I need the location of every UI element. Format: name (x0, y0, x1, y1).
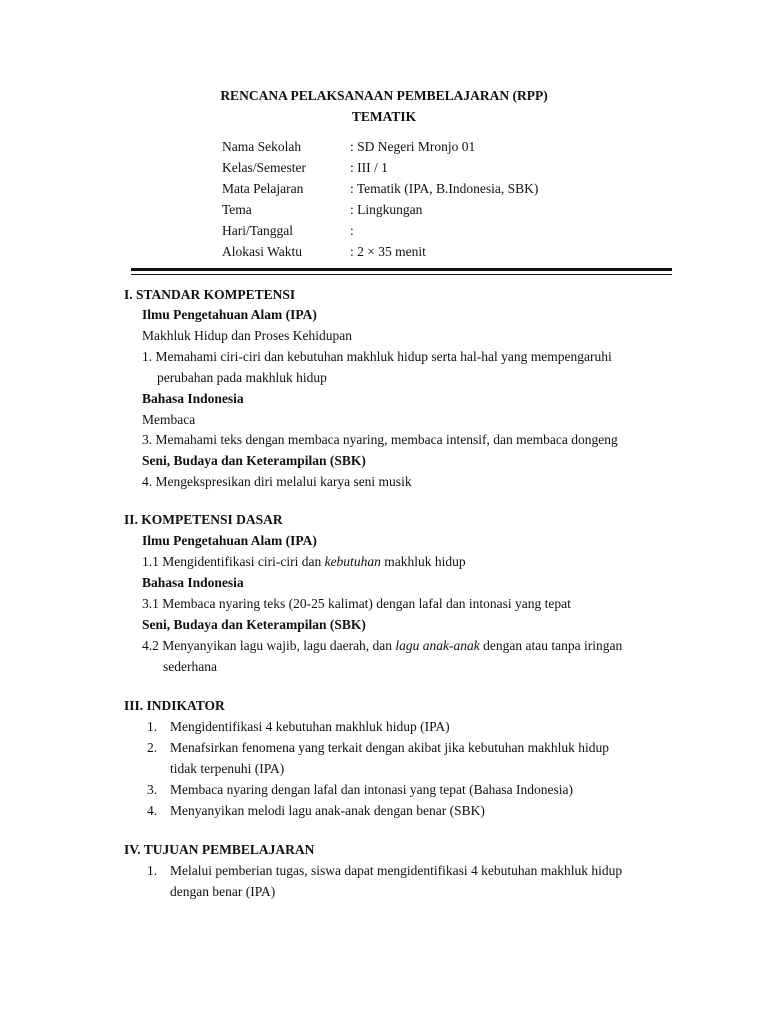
tujuan-item-continued: dengan benar (IPA) (170, 884, 276, 899)
identity-row (222, 181, 538, 197)
identity-value: : III / 1 (350, 160, 388, 175)
identity-label: Mata Pelajaran (222, 181, 304, 196)
kd-item-text: dengan atau tanpa iringan (479, 638, 623, 653)
section-heading-tujuan: IV. TUJUAN PEMBELAJARAN (124, 842, 315, 857)
identity-label: Tema (222, 202, 252, 217)
divider-thick (131, 268, 672, 271)
kd-item-text: 4.2 Menyanyikan lagu wajib, lagu daerah, dan (142, 638, 396, 653)
indikator-item-continued: tidak terpenuhi (IPA) (170, 761, 285, 776)
identity-row (222, 160, 388, 176)
identity-row (222, 244, 426, 260)
sk-item: 4. Mengekspresikan diri melalui karya seni musik (142, 474, 412, 489)
list-number: 1. (147, 863, 158, 878)
subject-subtitle: Membaca (142, 412, 196, 427)
list-number: 1. (147, 719, 158, 734)
subject-title-sbk: Seni, Budaya dan Keterampilan (SBK) (142, 453, 366, 468)
subject-title-ipa: Ilmu Pengetahuan Alam (IPA) (142, 307, 317, 322)
subject-title-bi: Bahasa Indonesia (142, 391, 244, 406)
kd-item-italic: lagu anak-anak (395, 638, 480, 653)
identity-value: : Tematik (IPA, B.Indonesia, SBK) (350, 181, 539, 196)
section-heading-indikator: III. INDIKATOR (124, 698, 225, 713)
list-number: 3. (147, 782, 158, 797)
subject-subtitle: Makhluk Hidup dan Proses Kehidupan (142, 328, 352, 343)
identity-value: : Lingkungan (350, 202, 423, 217)
identity-label: Nama Sekolah (222, 139, 302, 154)
kd-item: 3.1 Membaca nyaring teks (20-25 kalimat) dengan lafal dan intonasi yang tepat (142, 596, 571, 611)
sk-item: 1. Memahami ciri-ciri dan kebutuhan makhluk hidup serta hal-hal yang mempengaruhi (142, 349, 612, 364)
indikator-item: Mengidentifikasi 4 kebutuhan makhluk hidup (IPA) (170, 719, 450, 734)
identity-value: : SD Negeri Mronjo 01 (350, 139, 476, 154)
identity-row (222, 139, 475, 155)
kd-item-text: 1.1 Mengidentifikasi ciri-ciri dan (142, 554, 325, 569)
indikator-item: Menafsirkan fenomena yang terkait dengan akibat jika kebutuhan makhluk hidup (170, 740, 609, 755)
identity-value: : 2 × 35 menit (350, 244, 426, 259)
identity-label: Hari/Tanggal (222, 223, 294, 238)
list-number: 4. (147, 803, 158, 818)
document-title: RENCANA PELAKSANAAN PEMBELAJARAN (RPP) (220, 88, 548, 103)
kd-item-text: makhluk hidup (380, 554, 466, 569)
subject-title-ipa: Ilmu Pengetahuan Alam (IPA) (142, 533, 317, 548)
kd-item-continued: sederhana (163, 659, 217, 674)
identity-label: Kelas/Semester (222, 160, 306, 175)
indikator-item: Membaca nyaring dengan lafal dan intonasi yang tepat (Bahasa Indonesia) (170, 782, 573, 797)
sk-item: 3. Memahami teks dengan membaca nyaring, membaca intensif, dan membaca dongeng (142, 432, 618, 447)
identity-row (222, 202, 422, 218)
divider-thin (131, 274, 672, 275)
list-number: 2. (147, 740, 158, 755)
indikator-item: Menyanyikan melodi lagu anak-anak dengan benar (SBK) (170, 803, 485, 818)
subject-title-sbk: Seni, Budaya dan Keterampilan (SBK) (142, 617, 366, 632)
tujuan-item: Melalui pemberian tugas, siswa dapat mengidentifikasi 4 kebutuhan makhluk hidup (170, 863, 623, 878)
document-subtitle: TEMATIK (351, 109, 417, 124)
kd-item (142, 554, 466, 570)
kd-item (142, 638, 622, 654)
sk-item-continued: perubahan pada makhluk hidup (157, 370, 327, 385)
identity-row (222, 223, 354, 239)
subject-title-bi: Bahasa Indonesia (142, 575, 244, 590)
kd-item-italic: kebutuhan (324, 554, 381, 569)
section-heading-sk: I. STANDAR KOMPETENSI (124, 287, 296, 302)
section-heading-kd: II. KOMPETENSI DASAR (124, 512, 283, 527)
identity-value: : (350, 223, 354, 238)
identity-label: Alokasi Waktu (222, 244, 303, 259)
